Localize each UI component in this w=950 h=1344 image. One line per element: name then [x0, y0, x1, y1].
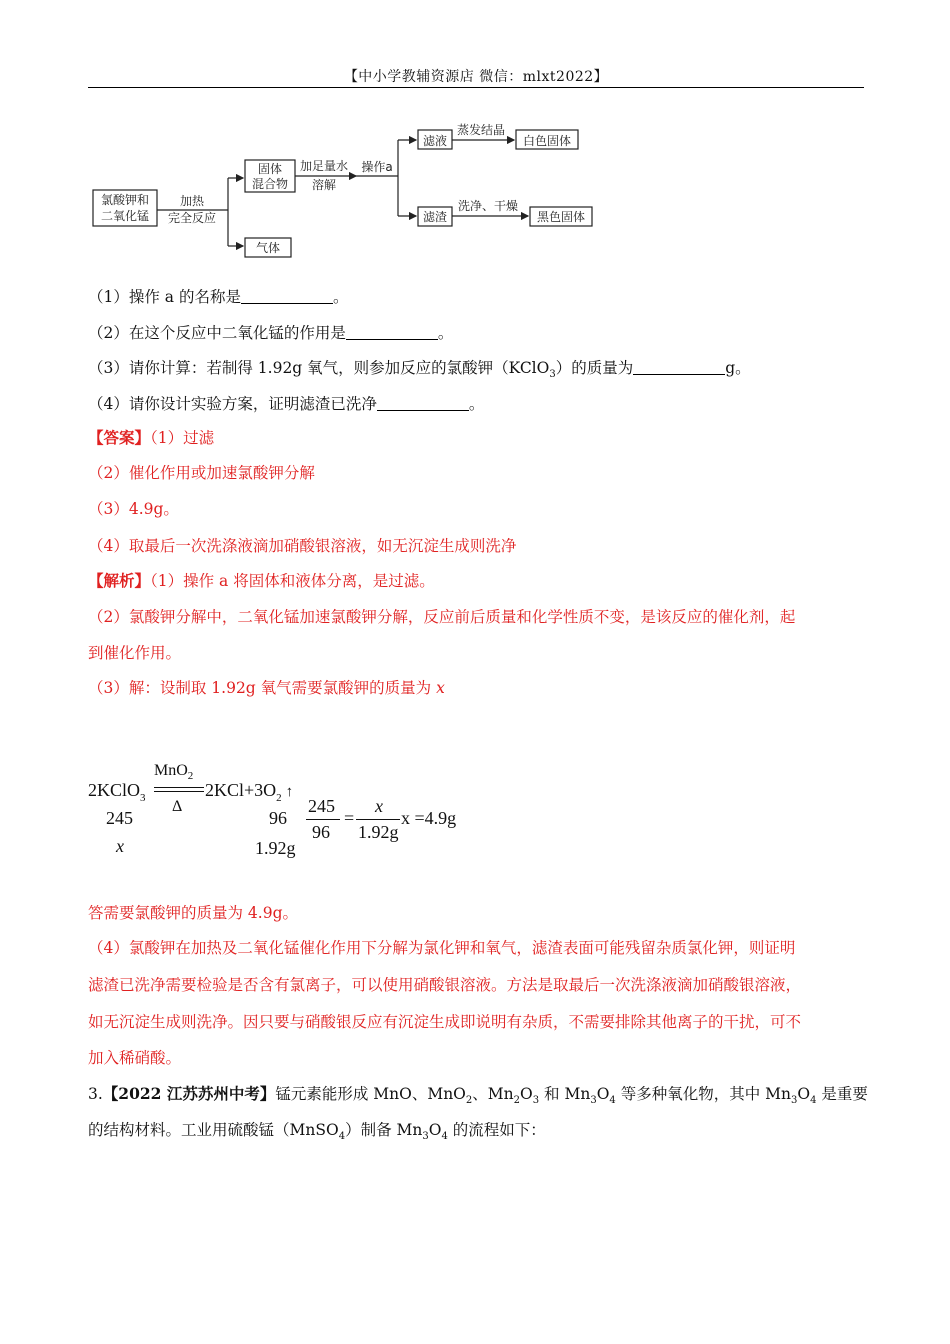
op-label: 操作a: [361, 160, 393, 174]
problem-3-line2: 的结构材料。工业用硫酸锰（MnSO$_4$）制备 $Mn_3O_4$ 的流程如下：: [88, 1121, 546, 1143]
mix-line2: 混合物: [251, 177, 289, 191]
eq-mass-1: 245: [106, 808, 133, 828]
answer-2: （2）催化作用或加速氯酸钾分解: [88, 464, 315, 482]
eq-delta: Δ: [172, 798, 183, 815]
frac2-den: 1.92g: [358, 822, 399, 842]
eq-result: x =4.9g: [401, 808, 457, 828]
white-text: 白色固体: [522, 134, 572, 148]
analysis-2b: 到催化作用。: [88, 644, 182, 662]
question-3: （3）请你计算：若制得 1.92g 氧气，则参加反应的氯酸钾（KClO$_3$）的质量为 g。: [88, 359, 751, 381]
question-4: （4）请你设计实验方案，证明滤渣已洗净 。: [88, 395, 485, 413]
eq-product: $2KCl+3O_2$ ↑: [205, 780, 294, 804]
answer-3: （3）4.9g。: [88, 500, 179, 518]
filtrate-text: 滤液: [422, 134, 448, 148]
gas-text: 气体: [255, 241, 281, 255]
eq-mass-2: 96: [269, 808, 287, 828]
answer-4: （4）取最后一次洗涤液滴加硝酸银溶液，如无沉淀生成则洗净: [88, 537, 517, 555]
question-2: （2）在这个反应中二氧化锰的作用是 。: [88, 324, 454, 342]
frac2-num: x: [375, 796, 383, 816]
conclusion: 答需要氯酸钾的质量为 4.9g。: [88, 904, 299, 922]
wash-label: 洗净、干燥: [457, 199, 519, 213]
analysis-2a: （2）氯酸钾分解中，二氧化锰加速氯酸钾分解，反应前后质量和化学性质不变，是该反应的催化剂，起: [88, 608, 796, 626]
dissolve-label-1: 加足量水: [299, 159, 349, 173]
evap-label: 蒸发结晶: [456, 123, 506, 137]
start-line2: 二氧化锰: [100, 209, 150, 223]
eq-var-x: x: [116, 836, 124, 856]
chemical-equation: [88, 760, 508, 870]
answer-blank-3[interactable]: [633, 359, 725, 375]
page-header: 【中小学教辅资源店 微信：mlxt2022】: [343, 69, 609, 85]
header-divider: [88, 87, 864, 88]
analysis-4a: （4）氯酸钾在加热及二氧化锰催化作用下分解为氯化钾和氧气，滤渣表面可能残留杂质氯化钾，则证明: [88, 939, 796, 957]
eq-given: 1.92g: [255, 838, 296, 858]
eq-catalyst: MnO$_2$: [154, 762, 194, 782]
process-flow-diagram: [88, 118, 608, 268]
answer-1: 【答案】（1）过滤: [88, 428, 215, 447]
analysis-4b: 滤渣已洗净需要检验是否含有氯离子，可以使用硝酸银溶液。方法是取最后一次洗涤液滴加硝酸银溶液，: [88, 976, 802, 994]
question-1: （1）操作 a 的名称是 。: [88, 288, 349, 306]
analysis-4c: 如无沉淀生成则洗净。因只要与硝酸银反应有沉淀生成即说明有杂质，不需要排除其他离子的干扰，可不: [88, 1013, 802, 1031]
analysis-1: 【解析】（1）操作 a 将固体和液体分离，是过滤。: [88, 571, 435, 590]
dissolve-label-2: 溶解: [311, 178, 337, 192]
answer-blank-1[interactable]: [241, 288, 333, 304]
frac1-num: 245: [308, 796, 335, 816]
eq-reactant: 2KClO$_3$: [88, 780, 146, 804]
residue-text: 滤渣: [422, 210, 448, 224]
frac1-den: 96: [312, 822, 330, 842]
analysis-tag: 【解析】: [88, 571, 151, 590]
answer-blank-2[interactable]: [346, 324, 438, 340]
analysis-3: （3）解：设制取 1.92g 氧气需要氯酸钾的质量为 x: [88, 679, 445, 697]
black-text: 黑色固体: [536, 210, 586, 224]
analysis-4d: 加入稀硝酸。: [88, 1049, 182, 1067]
answer-tag: 【答案】: [88, 428, 151, 447]
start-line1: 氯酸钾和: [100, 193, 150, 207]
answer-blank-4[interactable]: [377, 395, 469, 411]
eq-equals: =: [344, 808, 355, 828]
problem-3-line1: 3.【2022 江苏苏州中考】锰元素能形成 MnO、MnO$_2$、$Mn_2O_3$ 和 $Mn_3O_4$ 等多种氧化物，其中 $Mn_3O_4$ 是重要: [88, 1084, 868, 1107]
mix-line1: 固体: [257, 162, 283, 176]
heat-label-2: 完全反应: [167, 211, 217, 225]
heat-label-1: 加热: [179, 194, 205, 208]
